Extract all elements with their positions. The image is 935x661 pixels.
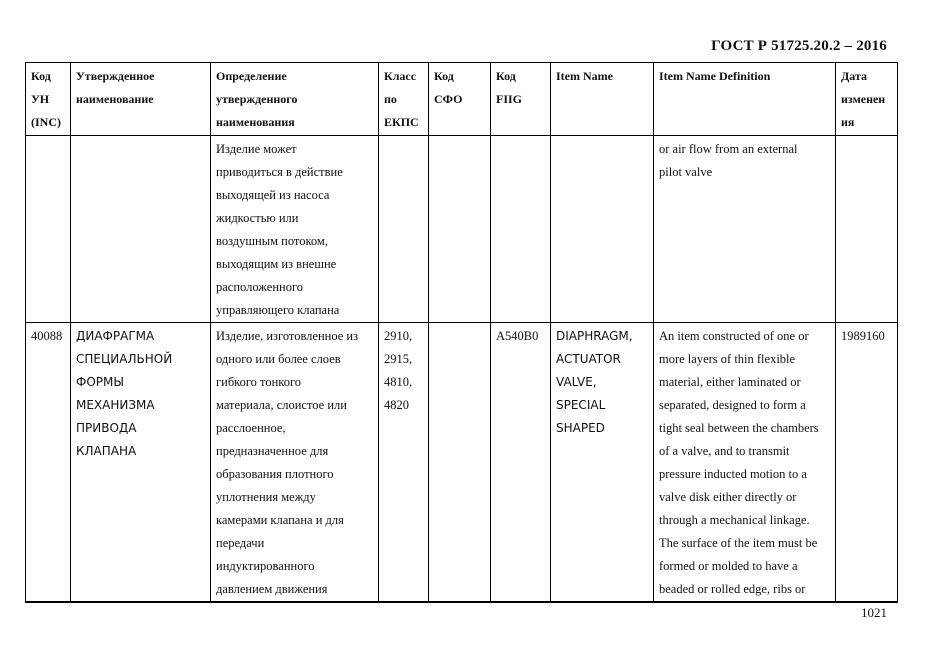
catalog-table <box>25 62 898 603</box>
cell-class-ekps <box>379 136 429 323</box>
cell-item-name-definition: An item constructed of one or more layers of thin flexible material, either laminated or separated, designed to form a tight seal between the chambers of a valve, and to transmit pressure inducted motion to a valve disk either directly or through a mechanical linkage. The surface of the item must be formed or molded to have a beaded or rolled edge, ribs or <box>654 323 836 603</box>
cell-definition: Изделие, изготовленное из одного или более слоев гибкого тонкого материала, слоистое или расслоенное, предназначенное для образования плотного уплотнения между камерами клапана и для передачи индуктированного давлением движения <box>211 323 379 603</box>
cell-code-fiig: A540B0 <box>491 323 551 603</box>
cell-item-name <box>551 136 654 323</box>
header-code-fiig: Код FIIG <box>491 63 551 136</box>
table-row <box>26 323 898 603</box>
header-date-changed: Дата изменен ия <box>836 63 898 136</box>
header-item-name: Item Name <box>551 63 654 136</box>
header-class-ekps: Класс по ЕКПС <box>379 63 429 136</box>
cell-approved-name: ДИАФРАГМА СПЕЦИАЛЬНОЙ ФОРМЫ МЕХАНИЗМА ПРИВОДА КЛАПАНА <box>71 323 211 603</box>
cell-code-sfo <box>429 136 491 323</box>
header-definition: Определение утвержденного наименования <box>211 63 379 136</box>
cell-code-fiig <box>491 136 551 323</box>
header-approved-name: Утвержденное наименование <box>71 63 211 136</box>
header-code-sfo: Код СФО <box>429 63 491 136</box>
table-row <box>26 136 898 323</box>
cell-code-un: 40088 <box>26 323 71 603</box>
cell-code-un <box>26 136 71 323</box>
document-title: ГОСТ Р 51725.20.2 – 2016 <box>711 38 887 54</box>
cell-item-name: DIAPHRAGM, ACTUATOR VALVE, SPECIAL SHAPED <box>551 323 654 603</box>
cell-item-name-definition: or air flow from an external pilot valve <box>654 136 836 323</box>
cell-code-sfo <box>429 323 491 603</box>
cell-approved-name <box>71 136 211 323</box>
cell-definition: Изделие может приводиться в действие выходящей из насоса жидкостью или воздушным потоком, выходящим из внешне расположенного управляющего клапана <box>211 136 379 323</box>
cell-class-ekps: 2910, 2915, 4810, 4820 <box>379 323 429 603</box>
cell-date-changed <box>836 136 898 323</box>
table-header-row <box>26 63 898 136</box>
header-item-name-definition: Item Name Definition <box>654 63 836 136</box>
cell-date-changed: 1989160 <box>836 323 898 603</box>
header-code-un: Код УН (INC) <box>26 63 71 136</box>
page-number: 1021 <box>861 605 887 620</box>
